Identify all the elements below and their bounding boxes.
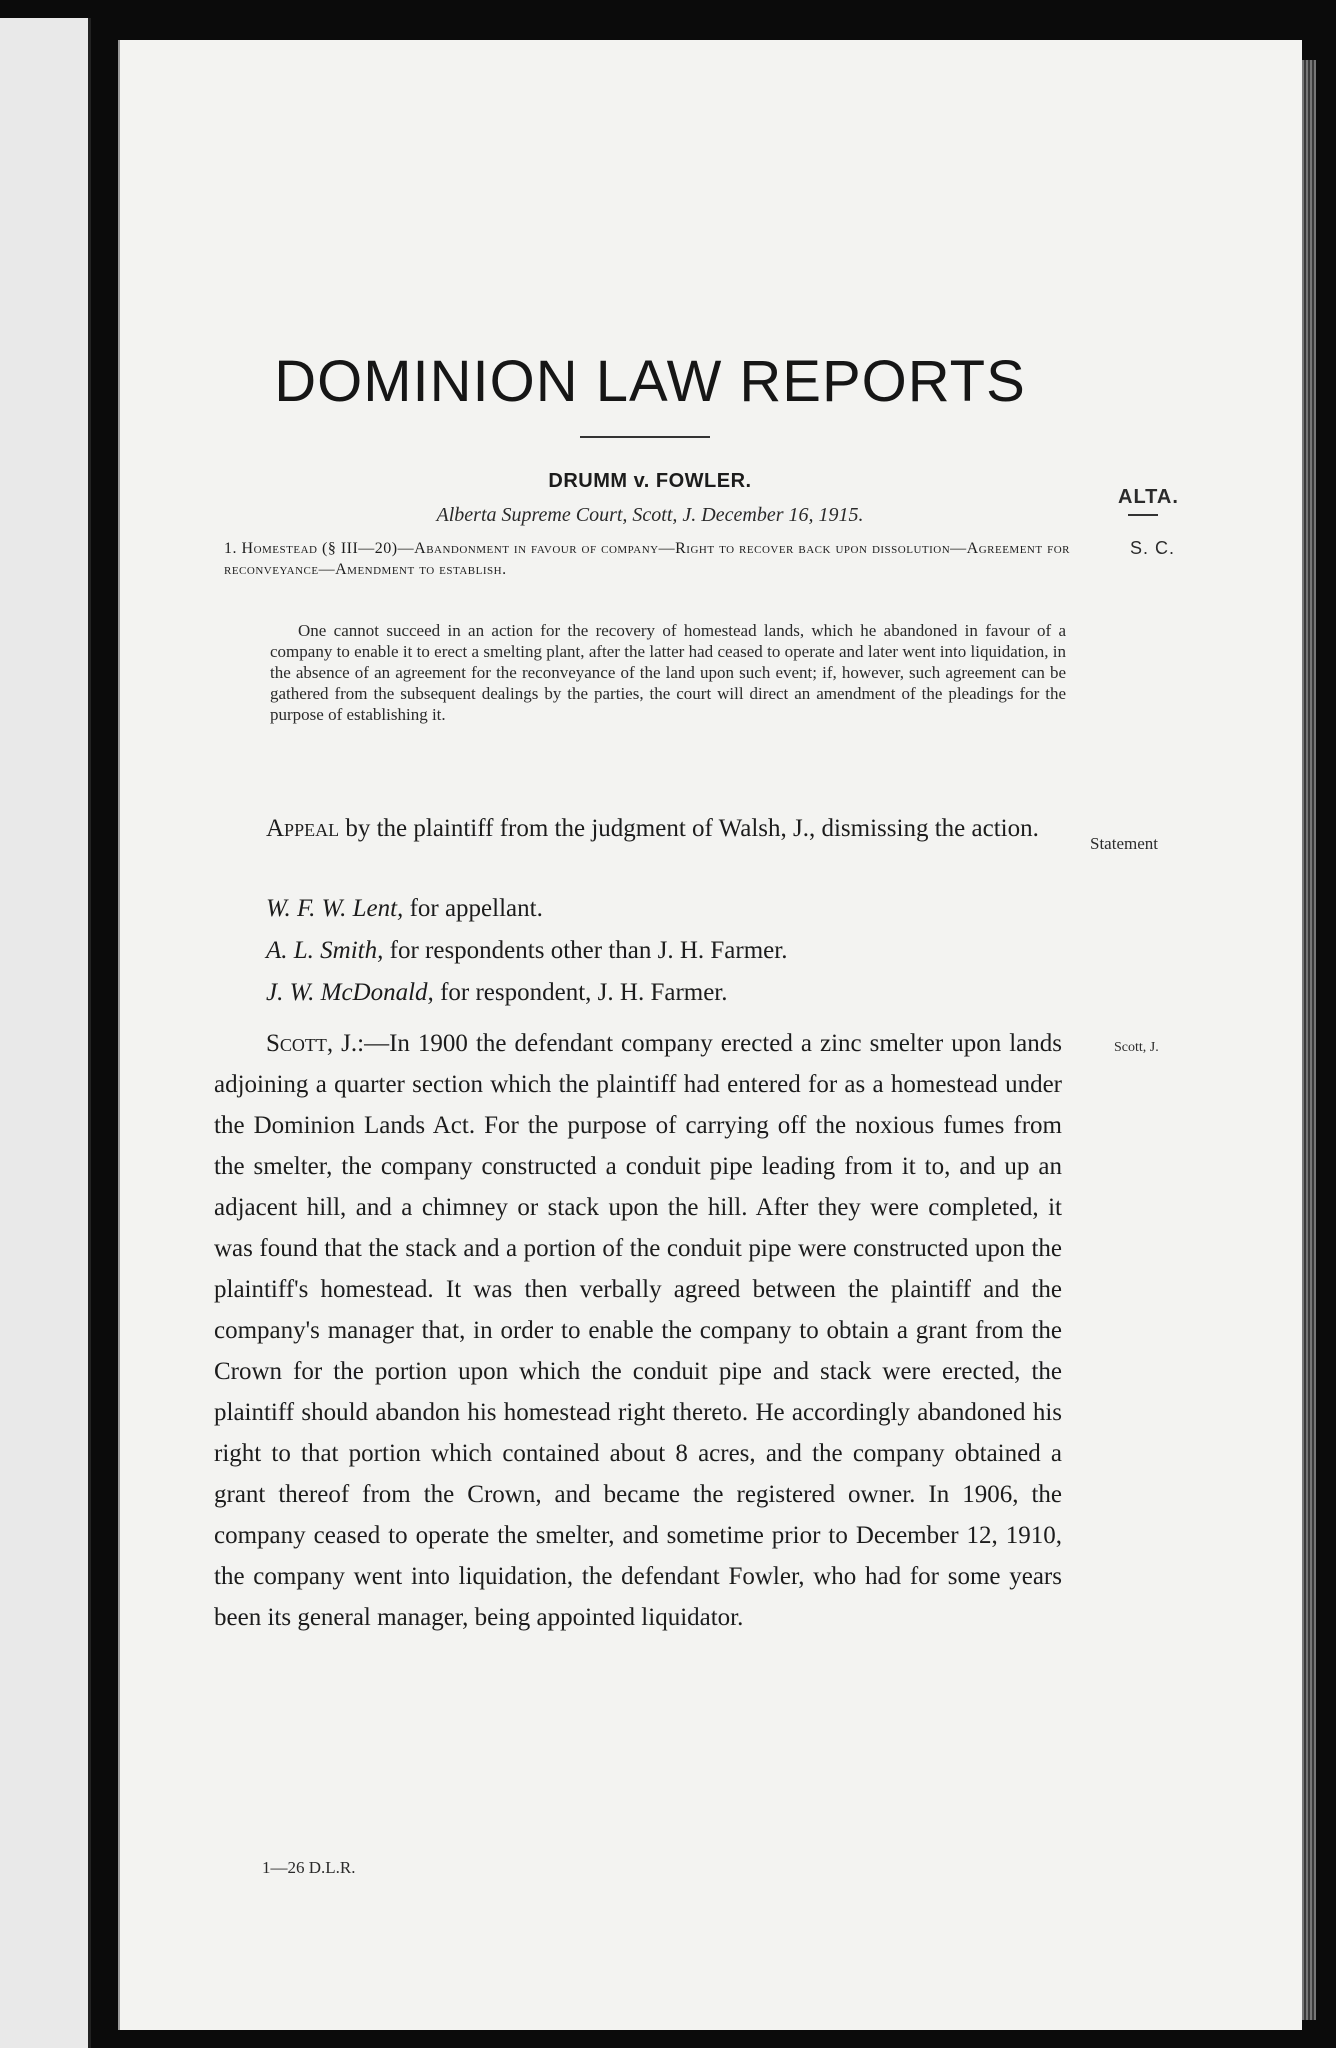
counsel-role: for respondents other than J. H. Farmer. — [389, 937, 788, 964]
margin-statement: Statement — [1090, 834, 1158, 853]
appeal-statement — [214, 808, 1062, 849]
margin-province: ALTA. — [1118, 486, 1179, 508]
margin-judge: Scott, J. — [1114, 1040, 1159, 1055]
counsel-name: A. L. Smith, — [266, 937, 384, 964]
signature-mark: 1—26 D.L.R. — [262, 1858, 356, 1877]
page-title: DOMINION LAW REPORTS — [274, 349, 1026, 414]
opinion-text: —In 1900 the defendant company erected a zinc smelter upon lands adjoining a quarter section which the plaintiff had entered for as a homestead under the Dominion Lands Act. For the purpose of carrying off the noxious fumes from the smelter, the company constructed a conduit pipe leading from it to, and up an adjacent hill, and a chimney or stack upon the hill. After they were completed, it was found that the stack and a portion of the conduit pipe were constructed upon the plaintiff's homestead. It was then verbally agreed between the plaintiff and the company's manager that, in order to enable the company to obtain a grant from the Crown for the portion upon which the conduit pipe and stack were erected, the plaintiff should abandon his homestead right thereto. He accordingly abandoned his right to that portion which contained about 8 acres, and the company obtained a grant thereof from the Crown, and became the registered owner. In 1906, the company ceased to operate the smelter, and sometime prior to December 12, 1910, the company went into liquidation, the defendant Fowler, who had for some years been its general manager, being appointed liquidator. — [214, 1030, 1063, 1631]
counsel-line — [266, 888, 1066, 929]
appeal-text: by the plaintiff from the judgment of Walsh, J., dismissing the action. — [345, 815, 1039, 842]
opinion-lead: Scott, J.: — [266, 1030, 365, 1057]
headnote-heading — [224, 538, 1070, 580]
court-name: Alberta Supreme Court, Scott, J. — [436, 504, 697, 526]
case-title: DRUMM v. FOWLER. — [548, 470, 752, 492]
decision-date: December 16, 1915. — [701, 504, 864, 526]
headnote-number: 1. — [224, 540, 237, 557]
counsel-name: W. F. W. Lent, — [266, 895, 404, 922]
opinion-paragraph — [214, 1023, 1062, 1638]
headnote-body: One cannot succeed in an action for the recovery of homestead lands, which he abandoned in favour of a company to enable it to erect a smelting plant, after the latter had ceased to operate and later went into liquidation, in the absence of an agreement for the reconveyance of the land upon such event; if, however, such agreement can be gathered from the subsequent dealings by the parties, the court will direct an amendment of the pleadings for the purpose of establishing it. — [270, 621, 1066, 724]
book-page-edges — [1300, 60, 1316, 2020]
court-line — [310, 504, 990, 527]
margin-court: S. C. — [1130, 538, 1176, 558]
title-rule — [580, 436, 710, 438]
headnote-heading-text: (§ III—20)—Abandonment in favour of company—Right to recover back upon dissolution—Agreement for reconveyance—Amendment to establish. — [224, 540, 1071, 578]
counsel-role: for respondent, J. H. Farmer. — [440, 979, 728, 1006]
counsel-line — [266, 930, 1066, 971]
facing-page-edge — [0, 18, 91, 2048]
counsel-name: J. W. McDonald, — [266, 979, 434, 1006]
margin-rule — [1128, 514, 1158, 516]
headnote-subject: Homestead — [241, 540, 318, 557]
appeal-lead: Appeal — [266, 815, 340, 842]
counsel-line — [266, 972, 1066, 1013]
counsel-role: for appellant. — [409, 895, 543, 922]
